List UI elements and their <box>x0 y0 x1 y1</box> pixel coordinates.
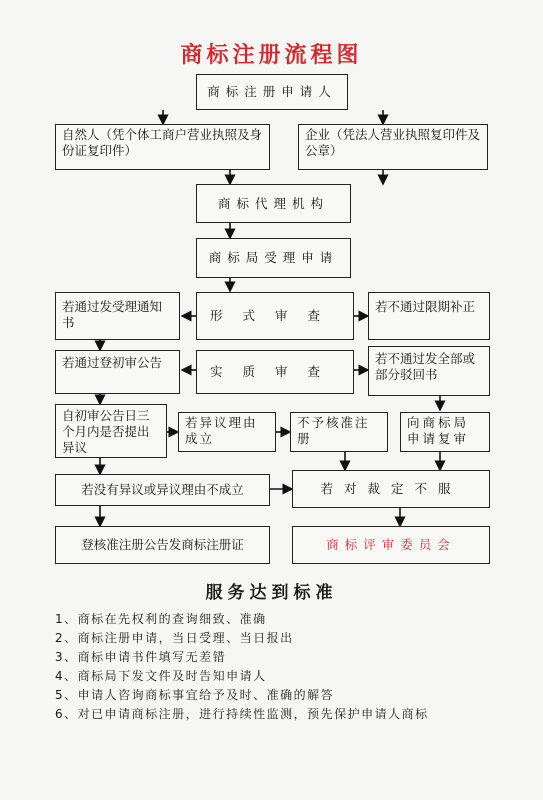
substantive-pass-box: 若通过登初审公告 <box>55 350 180 394</box>
standards-title: 服务达到标准 <box>205 583 338 603</box>
standard-item: 6、对已申请商标注册，进行持续性监测，预先保护申请人商标 <box>55 707 429 721</box>
page-title: 商标注册流程图 <box>180 43 363 68</box>
no-objection-box: 若没有异议或异议理由不成立 <box>55 474 270 506</box>
natural-person-box: 自然人（凭个体工商户营业执照及身份证复印件） <box>55 124 270 170</box>
standard-item: 3、商标申请书件填写无差错 <box>55 650 227 664</box>
applicant-box: 商标注册申请人 <box>196 74 348 110</box>
office-accept-box: 商标局受理申请 <box>196 238 351 278</box>
review-board-box: 商标评审委员会 <box>292 526 490 564</box>
objection-valid-box: 若异议理由成立 <box>178 412 276 452</box>
formal-pass-box: 若通过发受理通知书 <box>55 292 180 340</box>
enterprise-box: 企业（凭法人营业执照复印件及公章） <box>298 124 488 170</box>
formal-fail-box: 若不通过限期补正 <box>368 292 490 340</box>
standard-item: 4、商标局下发文件及时告知申请人 <box>55 669 267 683</box>
standard-item: 1、商标在先权利的查询细致、准确 <box>55 612 267 626</box>
not-approved-box: 不予核准注册 <box>290 412 388 452</box>
formal-review-box: 形式审查 <box>196 292 354 340</box>
standards-list <box>55 610 525 724</box>
register-box: 登核准注册公告发商标注册证 <box>55 526 270 564</box>
standard-item: 2、商标注册申请，当日受理、当日报出 <box>55 631 294 645</box>
substantive-fail-box: 若不通过发全部或部分驳回书 <box>368 346 490 396</box>
disagree-box: 若对裁定不服 <box>292 470 490 508</box>
agency-box: 商标代理机构 <box>196 184 351 223</box>
standard-item: 5、申请人咨询商标事宜给予及时、准确的解答 <box>55 688 335 702</box>
objection-period-box: 自初审公告日三个月内是否提出异议 <box>55 404 167 458</box>
substantive-review-box: 实质审查 <box>196 350 354 394</box>
review-request-box: 向商标局申请复审 <box>400 412 490 452</box>
